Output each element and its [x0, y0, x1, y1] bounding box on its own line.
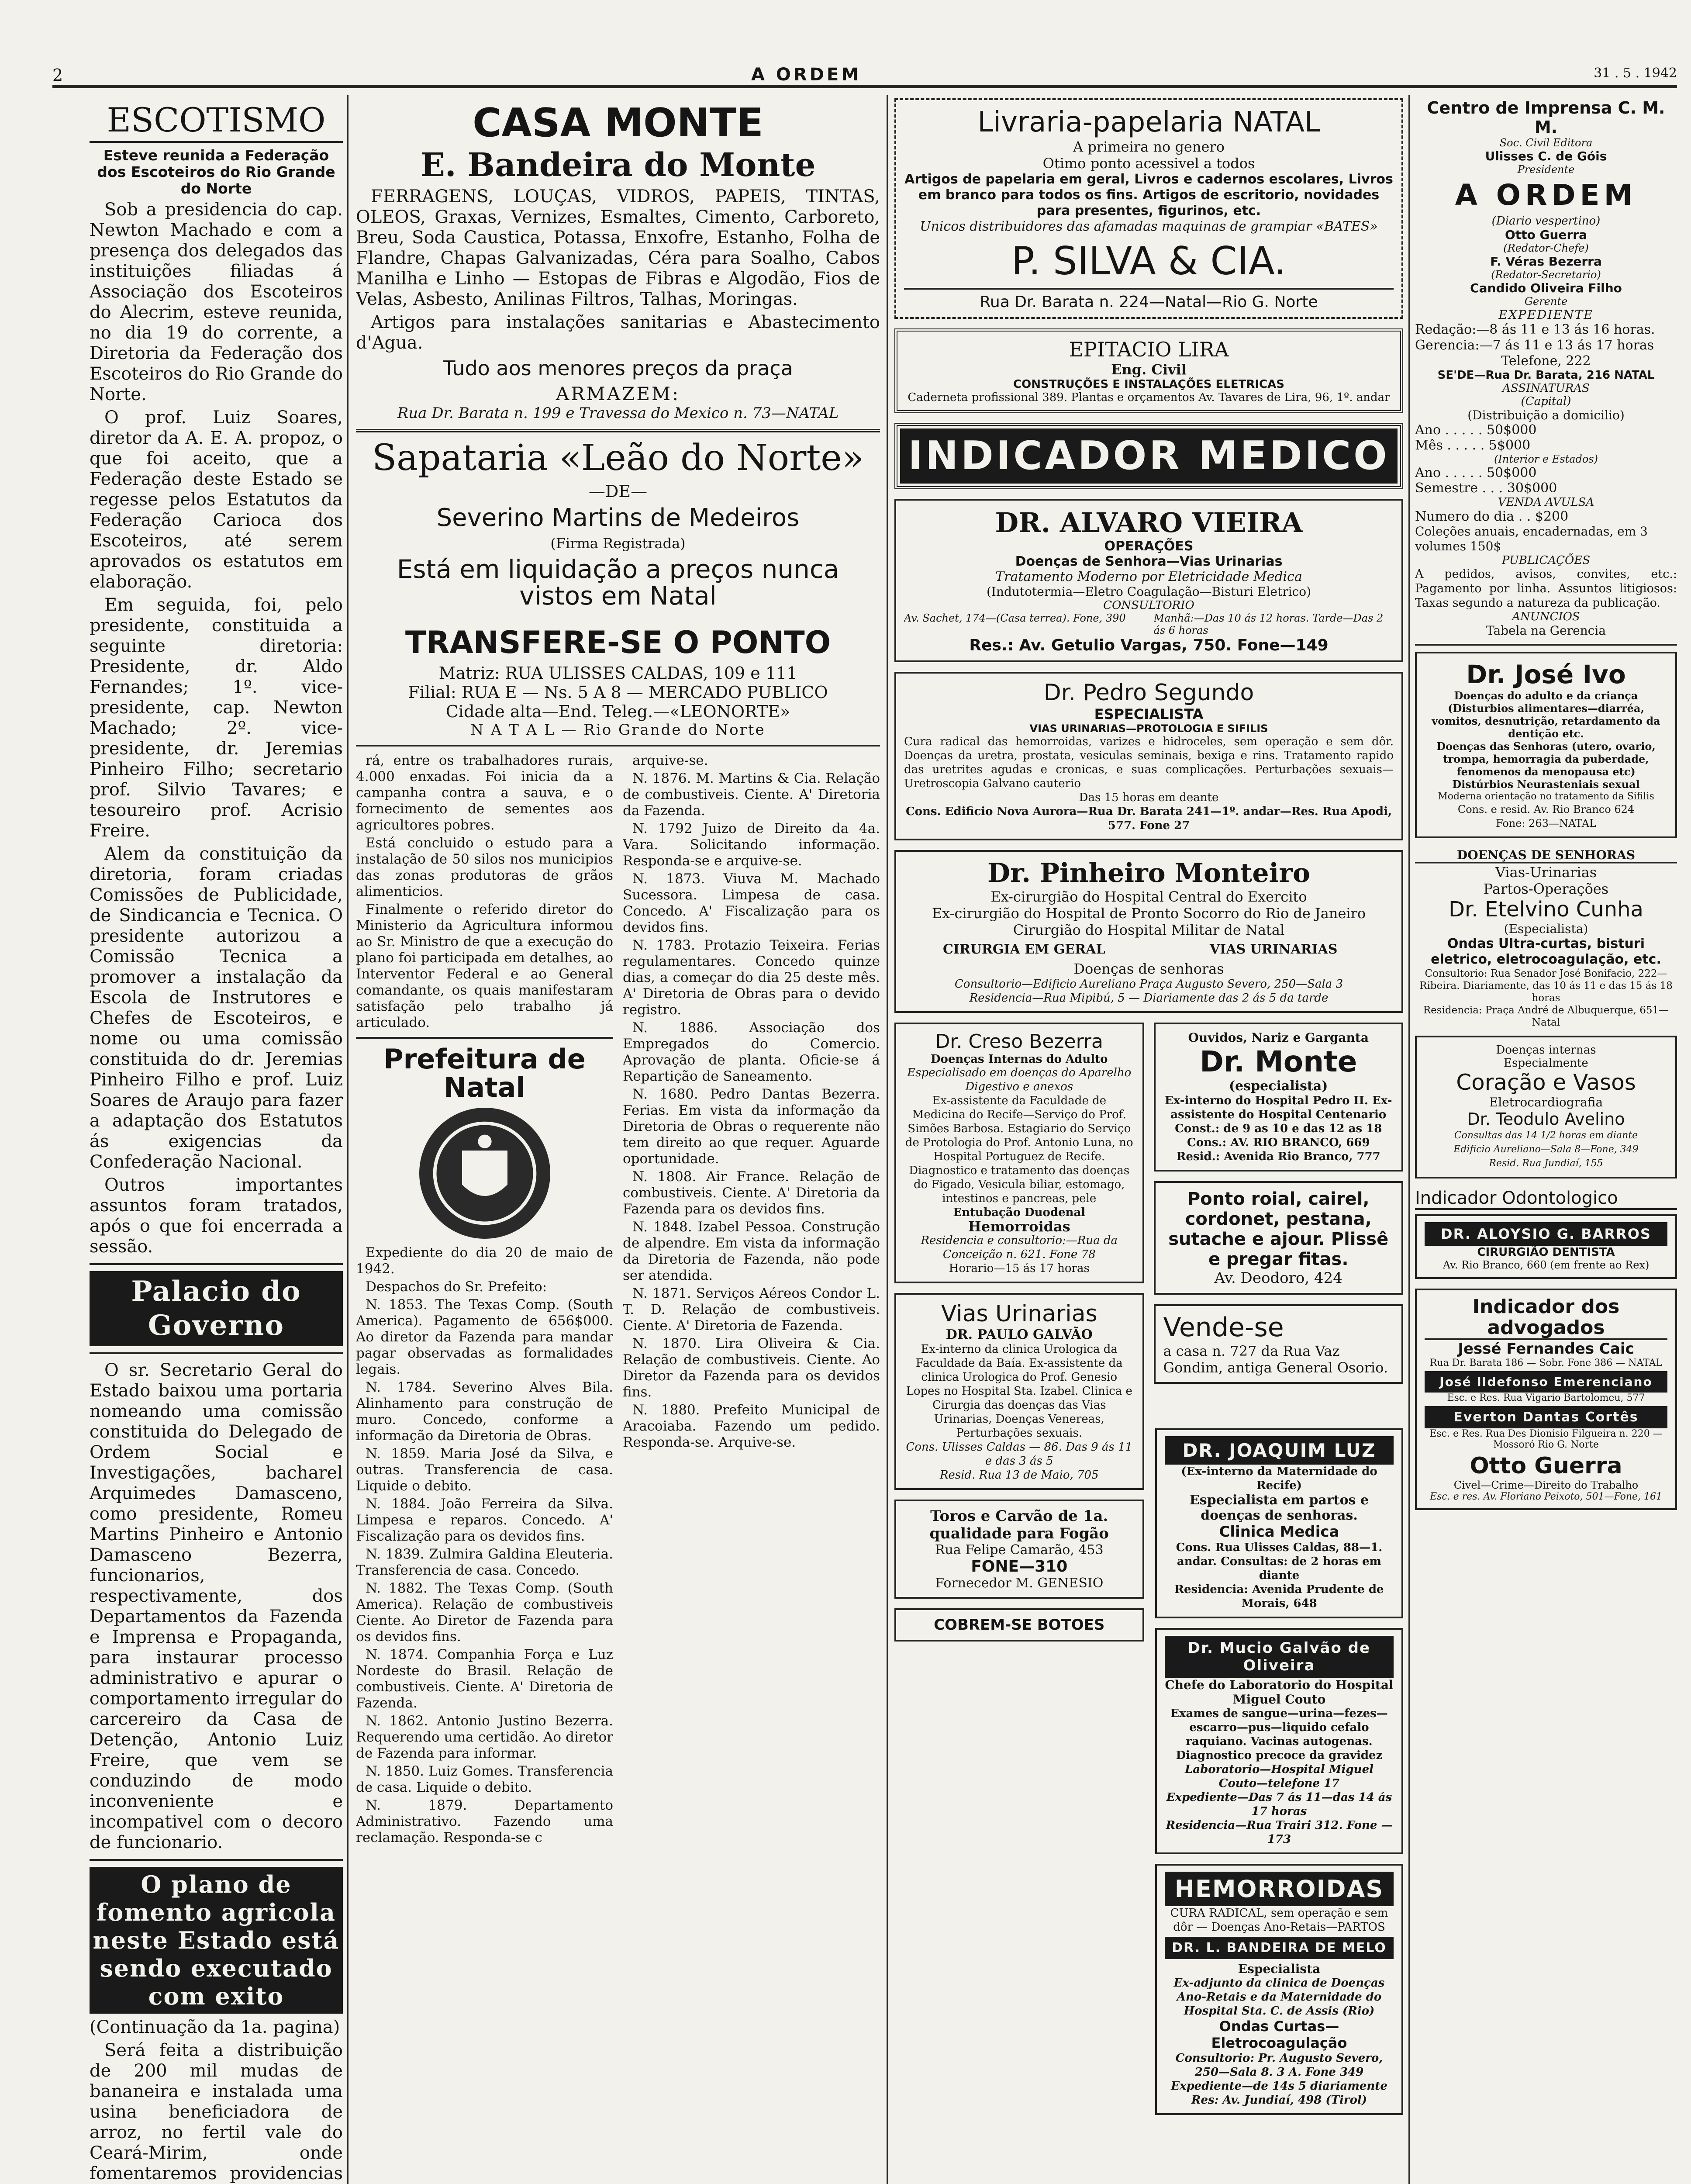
ad-vende-title: Vende-se: [1163, 1312, 1284, 1343]
column-medical-ads-right: [1155, 1428, 1403, 2184]
ad-pinheiro-line: Doenças de senhoras: [1073, 961, 1224, 977]
expediente-item: Expediente do dia 20 de maio de 1942.: [356, 1244, 613, 1277]
ad-ds-line: Vias-Urinarias: [1495, 864, 1597, 881]
ad-toros-line: FONE—310: [971, 1558, 1068, 1576]
ad-monte-line: Const.: de 9 as 10 e das 12 as 18: [1175, 1122, 1382, 1135]
ad-transfere-title: TRANSFERE-SE O PONTO: [405, 625, 831, 661]
ad-alvaro-line: CONSULTORIO: [1103, 599, 1194, 612]
ad-cv-line: Especialmente: [1504, 1057, 1588, 1070]
expediente-item: N. 1874. Companhia Força e Luz Nordeste do Brasil. Relação de combustiveis. Ciente. A' Diretoria de Fazenda.: [356, 1646, 613, 1711]
expediente-line: Ano . . . . . 50$000: [1415, 422, 1537, 438]
ad-ds-line: Consultorio: Rua Senador José Bonifacio, 222—Ribeira. Diariamente, das 10 ás 11 e das 15 ás 18 horas: [1419, 968, 1673, 1004]
article-paragraph: Em seguida, foi, pelo presidente, constituida a seguinte diretoria: Presidente, dr. Aldo Fernandes; 1º. vice-presidente, cap. Newton Machado; 2º. vice-presidente, dr. Jeremias Pinheiro Filho; secretario prof. Silvio Tavares; e tesoureiro prof. Acrisio Freire.: [90, 594, 343, 841]
indicador-medico-title: INDICADOR MEDICO: [900, 429, 1398, 484]
ad-monte-line: Ex-interno do Hospital Pedro II. Ex-assistente do Hospital Centenario: [1164, 1094, 1392, 1121]
ad-pinheiro-line: Residencia—Rua Mipibú, 5 — Diariamente das 2 ás 5 da tarde: [969, 992, 1329, 1005]
ad-hemorroidas-line: Ex-adjunto da clinica de Doenças Ano-Retais e da Maternidade do Hospital Sta. C. de Assis (Rio): [1173, 1977, 1385, 2018]
ad-toros-line: Toros e Carvão de 1a. qualidade para Fogão: [929, 1507, 1109, 1542]
expediente-item: N. 1876. M. Martins & Cia. Relação de combustiveis. Ciente. A' Diretoria da Fazenda.: [623, 770, 880, 819]
indicador-advogados: [1415, 1289, 1677, 1510]
subcolumn-right: [623, 753, 880, 1848]
ad-mucio-line: Exames de sangue—urina—fezes—escarro—pus—liquido cefalo raquiano. Vacinas autogenas. Diagnostico precoce da gravidez: [1170, 1707, 1388, 1762]
ad-vias-urinarias: [894, 1293, 1144, 1490]
expediente-line: PUBLICAÇÕES: [1501, 554, 1591, 567]
ad-transfere-line: N A T A L — Rio Grande do Norte: [470, 721, 766, 739]
ad-casa-monte-body: FERRAGENS, LOUÇAS, VIDROS, PAPEIS, TINTAS, OLEOS, Graxas, Vernizes, Esmaltes, Cimento, Carboreto, Breu, Soda Caustica, Potassa, Enxofre, Estanho, Folha de Flandre, Chapas Galvanizadas, Céra para Soalho, Cabos Manilha e Linho — Estopas de Fibras e Algodão, Fios de Velas, Asbesto, Anilinas Filtros, Talhas, Moringas.: [356, 187, 880, 310]
article-title-escotismo: ESCOTISMO: [90, 103, 343, 143]
ad-creso-bezerra: [894, 1023, 1144, 1283]
ad-cv-line: Consultas das 14 1/2 horas em diante: [1454, 1130, 1638, 1141]
article-paragraph: Finalmente o referido diretor do Ministerio da Agricultura informou ao Sr. Ministro de que a execução do plano foi participada em detalhes, ao Interventor Federal e ao General comandante, os quais manifestaram satisfação pelo trabalho já articulado.: [356, 901, 613, 1030]
expediente-line: F. Véras Bezerra: [1490, 254, 1602, 269]
expediente-item: N. 1862. Antonio Justino Bezerra. Requerendo uma certidão. Ao diretor de Fazenda para informar.: [356, 1713, 613, 1761]
expediente-item: N. 1870. Lira Oliveira & Cia. Relação de combustiveis. Ciente. Ao Diretor da Fazenda para os devidos fins.: [623, 1335, 880, 1400]
advogado-line: Civel—Crime—Direito do Trabalho: [1453, 1479, 1639, 1492]
ad-alvaro-line: Av. Sachet, 174—(Casa terrea). Fone, 390: [904, 612, 1126, 624]
ad-hemorroidas: [1155, 1864, 1403, 2115]
ad-sapataria-body: Está em liquidação a preços nunca vistos em Natal: [397, 554, 839, 611]
ad-alvaro-line: Doenças de Senhora—Vias Urinarias: [1015, 554, 1283, 569]
ad-mucio-line: Residencia—Rua Trairi 312. Fone — 173: [1166, 1819, 1393, 1846]
ad-ponto-roial: [1154, 1181, 1404, 1295]
ad-creso-line: Entubação Duodenal: [953, 1206, 1086, 1219]
ad-pedro-line: Cons. Edificio Nova Aurora—Rua Dr. Barata 241—1º. andar—Res. Rua Apodi, 577. Fone 27: [905, 805, 1392, 832]
expediente-line: (Redator-Secretario): [1491, 269, 1601, 281]
ad-casa-monte-tagline: Tudo aos menores preços da praça: [443, 356, 793, 380]
advogado-name: Everton Dantas Cortês: [1425, 1406, 1667, 1428]
expediente-line: Gerente: [1524, 295, 1568, 308]
column-escotismo: [90, 98, 343, 2184]
ad-epitacio-sub: Eng. Civil: [1111, 361, 1187, 378]
ad-pedro-line: Das 15 horas em deante: [1079, 791, 1219, 804]
ad-vias-line: Cons. Ulisses Caldas — 86. Das 9 ás 11 e das 3 ás 5: [906, 1441, 1133, 1468]
ad-jose-ivo-line: Distúrbios Neurasteniais sexual: [1452, 778, 1640, 791]
ad-mucio-line: Expediente—Das 7 ás 11—das 14 ás 17 horas: [1166, 1791, 1392, 1818]
ad-sapataria-title: Sapataria «Leão do Norte»: [372, 437, 864, 479]
advogado-address: Esc. e Res. Rua Vigario Bartolomeu, 577: [1447, 1393, 1645, 1404]
ad-pinheiro-line: Ex-cirurgião do Hospital Central do Exercito: [990, 888, 1307, 905]
expediente-line: Numero do dia . . $200: [1415, 509, 1569, 525]
expediente-line: Otto Guerra: [1505, 228, 1587, 242]
ad-alvaro-line: Manhã:—Das 10 ás 12 horas. Tarde—Das 2 ás 6 horas: [1153, 612, 1384, 636]
ad-hemorroidas-line: Especialista: [1238, 1962, 1321, 1976]
ad-coracao-vasos: [1415, 1036, 1677, 1178]
expediente-item: N. 1680. Pedro Dantas Bezerra. Ferias. Em vista da informação da Diretoria de Obras o requerente não tem direito ao que requer. Aguarde oportunidade.: [623, 1086, 880, 1167]
ad-aloysio-line: Av. Rio Branco, 660 (em frente ao Rex): [1443, 1259, 1650, 1272]
ad-livraria-title: Livraria-papelaria NATAL: [977, 106, 1320, 138]
ad-alvaro-line: Res.: Av. Getulio Vargas, 750. Fone—149: [969, 636, 1329, 654]
ad-joaquim-line: Clinica Medica: [1219, 1523, 1339, 1541]
ad-pedro-line: ESPECIALISTA: [1094, 706, 1204, 722]
column-expediente: [1415, 98, 1677, 2184]
column-rule: [1408, 95, 1410, 2184]
expediente-line: SE'DE—Rua Dr. Barata, 216 NATAL: [1437, 369, 1655, 382]
expediente-item: N. 1871. Serviços Aéreos Condor L. T. D. Relação de combustiveis. Ciente. A' Diretoria de Fazenda.: [623, 1285, 880, 1334]
expediente-masthead: A ORDEM: [1455, 178, 1637, 212]
ad-pedro-line: Cura radical das hemorroidas, varizes e hidroceles, sem operação e sem dôr. Doenças da uretra, prostata, vesiculas seminais, bexiga e rins. Tratamento rapido das uretrites agudas e cronicas, e suas complicações. Perturbações sexuais—Uretroscopia Galvano cauterio: [904, 735, 1394, 790]
ad-alvaro-title: DR. ALVARO VIEIRA: [995, 507, 1303, 539]
article-paragraph: rá, entre os trabalhadores rurais, 4.000 enxadas. Foi inicia da a campanha contra a sauva, e o fornecimento de sementes aos agricultores pobres.: [356, 752, 613, 833]
ad-jose-ivo-line: Fone: 263—NATAL: [1496, 817, 1596, 830]
advogado-name: José Ildefonso Emerenciano: [1425, 1371, 1667, 1393]
expediente-item: N. 1884. João Ferreira da Silva. Limpesa e reparos. Concedo. A' Fiscalização para os devidos fins.: [356, 1496, 613, 1544]
column-ads-prefeitura: [356, 98, 880, 2184]
ad-creso-line: Especialisado em doenças do Aparelho Digestivo e anexos: [907, 1066, 1132, 1093]
ad-creso-line: Ex-assistente da Faculdade de Medicina do Recife—Serviço do Prof. Simões Barbosa. Estagiario do Serviço de Protologia do Prof. Antonio Luna, no Hospital Portuguez de Recife.: [905, 1094, 1133, 1163]
ad-casa-monte-title: CASA MONTE: [473, 100, 763, 146]
ad-cobrem-title: COBREM-SE BOTOES: [934, 1616, 1105, 1634]
ad-creso-line: Horario—15 ás 17 horas: [949, 1262, 1090, 1275]
ad-aloysio-line: CIRURGIÃO DENTISTA: [1477, 1246, 1615, 1259]
continuation-note: (Continuação da 1a. pagina): [90, 2017, 340, 2037]
ad-vias-line: Resid. Rua 13 de Maio, 705: [939, 1469, 1099, 1482]
ad-cv-title: Coração e Vasos: [1456, 1070, 1636, 1095]
ad-creso-line: Residencia e consultorio:—Rua da Conceição n. 621. Fone 78: [921, 1234, 1118, 1261]
ci-line: Presidente: [1517, 163, 1575, 176]
subcolumn-left: [356, 753, 613, 1848]
ad-casa-monte-address: Rua Dr. Barata n. 199 e Travessa do Mexico n. 73—NATAL: [397, 404, 839, 422]
ad-alvaro-line: Tratamento Moderno por Eletricidade Medica: [995, 569, 1302, 584]
advogado-address: Rua Dr. Barata 186 — Sobr. Fone 386 — NATAL: [1429, 1358, 1663, 1369]
ad-toros-line: Rua Felipe Camarão, 453: [935, 1542, 1104, 1558]
ad-pinheiro-line: CIRURGIA EM GERAL: [942, 942, 1105, 957]
ad-cobrem-botoes: [894, 1608, 1144, 1641]
ad-livraria-line: Otimo ponto acessivel a todos: [1042, 155, 1255, 172]
ad-alvaro-line: OPERAÇÕES: [1104, 539, 1194, 554]
ad-dr-monte: [1154, 1023, 1404, 1171]
article-paragraph: O sr. Secretario Geral do Estado baixou uma portaria nomeando uma comissão constituida do Delegado de Ordem Social e Investigações, bacharel Arquimedes Damasceno, como presidente, Romeu Martins Pinheiro e Antonio Damasceno Bezerra, funcionarios, respectivamente, dos Departamentos da Fazenda e Imprensa e Propaganda, para instaurar processo administrativo e apurar o comportamento irregular do carcereiro da Casa de Detenção, Antonio Luiz Freire, que vem se conduzindo de modo inconveniente e incompativel com o decoro de funcionario.: [90, 1360, 343, 1852]
ci-title: Centro de Imprensa C. M. M.: [1427, 98, 1665, 137]
ad-cv-line: Resid. Rua Jundiaí, 155: [1489, 1158, 1603, 1169]
ad-pinheiro-line: Ex-cirurgião do Hospital de Pronto Socorro do Rio de Janeiro: [932, 905, 1366, 922]
expediente-line: Mês . . . . . 5$000: [1415, 438, 1531, 453]
expediente-line: (Capital): [1521, 395, 1571, 408]
page-header: [52, 66, 1677, 88]
ci-line: Soc. Civil Editora: [1499, 137, 1593, 149]
ad-hemorroidas-line: CURA RADICAL, sem operação e sem dôr — Doenças Ano-Retais—PARTOS: [1170, 1907, 1388, 1934]
ad-jose-ivo-line: Doenças das Senhoras (utero, ovario, trompa, hemorragia da puberdade, fenomenos da menopausa etc): [1436, 740, 1656, 778]
ad-ds-line: Partos-Operações: [1483, 881, 1609, 898]
expediente-item: N. 1859. Maria José da Silva, e outras. Transferencia de casa. Liquide o debito.: [356, 1445, 613, 1494]
expediente-line: ANUNCIOS: [1512, 610, 1580, 624]
ad-livraria-line: Artigos de papelaria em geral, Livros e cadernos escolares, Livros em branco para todos os fins. Artigos de escritorio, novidades para presentes, figurinos, etc.: [904, 172, 1393, 218]
ad-mucio-line: Laboratorio—Hospital Miguel Couto—telefone 17: [1184, 1763, 1374, 1790]
header-date: 31 . 5 . 1942: [1594, 66, 1677, 81]
ad-pinheiro-line: VIAS URINARIAS: [1210, 942, 1338, 957]
ad-jose-ivo: [1415, 652, 1677, 838]
article-paragraph: Alem da constituição da diretoria, foram criadas Comissões de Publicidade, de Sindicancia e Tecnica. O presidente autorizou a Comissão Tecnica a promover a instalação da Escola de Instrutores e Chefes de Escoteiros, e nome ou uma comissão constituida do dr. Jeremias Pinheiro Filho e prof. Luiz Soares de Araujo para fazer a adaptação dos Estatutos ás exigencias da Confederação Nacional.: [90, 843, 343, 1172]
ad-hemorroidas-line: Consultorio: Pr. Augusto Severo, 250—Sala 8. 3 A. Fone 349: [1175, 2052, 1383, 2079]
ad-joaquim-line: Residencia: Avenida Prudente de Morais, 648: [1174, 1583, 1384, 1610]
article-subtitle-escotismo: Esteve reunida a Federação dos Escoteiros do Rio Grande do Norte: [97, 146, 335, 197]
ad-creso-line: Diagnostico e tratamento das doenças do Figado, Vesicula biliar, estomago, intestinos e pancreas, pele: [909, 1164, 1130, 1205]
expediente-line: (Diario vespertino): [1491, 214, 1601, 228]
ad-epitacio-line: Caderneta profissional 389. Plantas e orçamentos Av. Tavares de Lira, 96, 1º. andar: [908, 391, 1390, 404]
ad-pinheiro-title: Dr. Pinheiro Monteiro: [987, 858, 1310, 888]
ad-casa-monte-armazem: ARMAZEM:: [556, 383, 680, 405]
ad-vende-body: a casa n. 727 da Rua Vaz Gondim, antiga General Osorio.: [1163, 1343, 1388, 1376]
ad-ds-line: Residencia: Praça André de Albuquerque, 651—Natal: [1423, 1005, 1669, 1029]
article-title-fomento: O plano de fomento agricola neste Estado está sendo executado com exito: [90, 1867, 343, 2014]
ad-joaquim-line: Especialista em partos e doenças de senhoras.: [1189, 1493, 1369, 1523]
ad-transfere-line: Cidade alta—End. Teleg.—«LEONORTE»: [445, 702, 790, 721]
expediente-item: N. 1886. Associação dos Empregados do Comercio. Aprovação de planta. Oficie-se á Repartição de Saneamento.: [623, 1019, 880, 1084]
ad-livraria-line: A primeira no genero: [1073, 138, 1225, 155]
ad-epitacio-title: EPITACIO LIRA: [1069, 338, 1229, 361]
expediente-line: (Redator-Chefe): [1503, 242, 1589, 255]
column-rule: [347, 95, 349, 2184]
ad-livraria-owner: P. SILVA & CIA.: [1011, 238, 1287, 283]
expediente-item: N. 1792 Juizo de Direito da 4a. Vara. Solicitando informação. Responda-se e arquive-se.: [623, 820, 880, 869]
indicador-advogados-title: Indicador dos advogados: [1425, 1296, 1667, 1340]
ad-pinheiro-line: Cirurgião do Hospital Militar de Natal: [1013, 922, 1285, 938]
ad-pedro-title: Dr. Pedro Segundo: [1043, 680, 1254, 706]
advogado-address: Esc. e res. Av. Floriano Peixoto, 501—Fone, 161: [1430, 1491, 1662, 1503]
ad-ponto-title: Ponto roial, cairel, cordonet, pestana, sutache e ajour. Plissê e pregar fitas.: [1168, 1189, 1389, 1269]
ad-vias-line: Ex-interno da clinica Urologica da Faculdade da Baía. Ex-assistente da clinica Urologica do Prof. Genesio Lopes no Hospital Sta. Izabel. Clinica e Cirurgia das doenças das Vias Urinarias, Doenças Venereas, Perturbações sexuais.: [906, 1343, 1132, 1440]
ad-alvaro-line: (Indutotermia—Eletro Coagulação—Bisturi Eletrico): [986, 584, 1311, 599]
ad-pinheiro-line: Consultorio—Edificio Aureliano Praça Augusto Severo, 250—Sala 3: [954, 978, 1343, 991]
expediente-item: Despachos do Sr. Prefeito:: [366, 1279, 547, 1295]
ad-cv-doctor: Dr. Teodulo Avelino: [1467, 1109, 1625, 1129]
section-title-prefeitura: Prefeitura de Natal: [383, 1043, 586, 1103]
expediente-item: N. 1784. Severino Alves Bila. Alinhamento para construção de muro. Concedo, conforme a informação da Diretoria de Obras.: [356, 1379, 613, 1444]
ad-epitacio-line: CONSTRUÇÕES E INSTALAÇÕES ELETRICAS: [1013, 378, 1284, 391]
ad-vias-title: Vias Urinarias: [941, 1301, 1097, 1327]
ad-vias-line: DR. PAULO GALVÃO: [946, 1327, 1093, 1342]
expediente-item: N. 1882. The Texas Comp. (South America). Relação de combustiveis Ciente. Ao Diretor de Fazenda para os devidos fins.: [356, 1580, 613, 1645]
expediente-line: ASSINATURAS: [1502, 382, 1590, 395]
ad-joaquim-line: Cons. Rua Ulisses Caldas, 88—1. andar. Consultas: de 2 horas em diante: [1176, 1541, 1383, 1582]
expediente-line: (Distribuição a domicilio): [1467, 408, 1625, 423]
ad-ponto-address: Av. Deodoro, 424: [1214, 1269, 1342, 1287]
advogado-name: Jessé Fernandes Caic: [1458, 1340, 1634, 1358]
expediente-item: N. 1879. Departamento Administrativo. Fazendo uma reclamação. Responda-se c: [356, 1797, 613, 1845]
ad-monte-line: Ouvidos, Nariz e Garganta: [1188, 1030, 1369, 1045]
ad-hemorroidas-line: Res: Av. Jundiaí, 498 (Tirol): [1191, 2094, 1367, 2107]
ad-epitacio: [894, 328, 1403, 413]
ad-toros-carvao: [894, 1500, 1144, 1599]
expediente-item: N. 1873. Viuva M. Machado Sucessora. Limpesa de casa. Concedo. A' Fiscalização para os devidos fins.: [623, 871, 880, 935]
ad-joaquim-line: (Ex-interno da Maternidade do Recife): [1181, 1465, 1377, 1492]
expediente-line: (Interior e Estados): [1494, 453, 1598, 466]
ad-monte-line: (especialista): [1229, 1078, 1328, 1094]
expediente-line: Ano . . . . . 50$000: [1415, 465, 1537, 481]
ad-jose-ivo-line: Doenças do adulto e da criança (Disturbios alimentares—diarréa, vomitos, desnutrição, retardamento da dentição etc.: [1432, 689, 1660, 740]
article-paragraph: Será feita a distribuição de 200 mil mudas de bananeira e instalada uma usina beneficiadora de arroz, no fertil vale do Ceará-Mirim, onde fomentaremos providencias: [90, 2040, 343, 2184]
expediente-line: Candido Oliveira Filho: [1470, 281, 1622, 296]
indicador-odontologico-title: Indicador Odontologico: [1415, 1188, 1677, 1210]
ad-casa-monte-body2: Artigos para instalações sanitarias e Abastecimento d'Agua.: [356, 312, 880, 353]
ad-toros-line: Fornecedor M. GENESIO: [935, 1576, 1104, 1591]
ad-pedro-line: VIAS URINARIAS—PROTOLOGIA E SIFILIS: [1029, 722, 1268, 735]
ci-line: Ulisses C. de Góis: [1485, 149, 1607, 163]
ad-livraria: [894, 98, 1403, 319]
expediente-line: Tabela na Gerencia: [1486, 623, 1606, 638]
article-title-palacio: Palacio do Governo: [90, 1271, 343, 1346]
ad-pinheiro-monteiro: [894, 850, 1403, 1013]
seal-icon: [428, 1116, 542, 1230]
article-paragraph: Sob a presidencia do cap. Newton Machado e com a presença dos delegados das instituições filiadas á Associação dos Escoteiros do Alecrim, esteve reunida, no dia 19 do corrente, a Diretoria da Federação dos Escoteiros do Rio Grande do Norte.: [90, 199, 343, 404]
ad-jose-ivo-line: Cons. e resid. Av. Rio Branco 624: [1457, 803, 1635, 816]
ad-doencas-senhoras: [1415, 848, 1677, 1029]
expediente-line: Semestre . . . 30$000: [1415, 480, 1557, 496]
expediente-line: A pedidos, avisos, convites, etc.: Pagamento por linha. Assuntos litigiosos: Taxas segundo a natureza da publicação.: [1415, 567, 1677, 610]
ad-ds-line: (Especialista): [1504, 922, 1588, 936]
expediente-line: Coleções anuais, encadernadas, em 3 volumes 150$: [1415, 524, 1648, 554]
article-paragraph: Outros importantes assuntos foram tratados, após o que foi encerrada a sessão.: [90, 1175, 343, 1257]
ad-hemorroidas-line: Expediente—de 14s 5 diariamente: [1171, 2080, 1387, 2093]
ad-ds-doctor: Dr. Etelvino Cunha: [1449, 897, 1643, 922]
ad-aloysio-barros: [1415, 1214, 1677, 1279]
page-number: 2: [52, 66, 63, 85]
column-rule: [887, 95, 888, 2184]
article-paragraph: O prof. Luiz Soares, diretor da A. E. A. propoz, o que foi aceito, que a Federação deste Estado se regesse pelos Estatutos da Federação Carioca dos Escoteiros, até serem aprovados os estatutos em elaboração.: [90, 407, 343, 592]
ad-creso-title: Dr. Creso Bezerra: [935, 1030, 1103, 1053]
ad-joaquim-luz: [1155, 1428, 1403, 1618]
expediente-item: N. 1783. Protazio Teixeira. Ferias regulamentares. Concedo quinze dias, a começar do dia 25 deste mês. A' Diretoria de Obras para o devido registro.: [623, 937, 880, 1018]
advogado-name: Otto Guerra: [1470, 1453, 1622, 1479]
ad-livraria-line: Unicos distribuidores das afamadas maquinas de grampiar «BATES»: [920, 219, 1378, 234]
ad-mucio-galvao: [1155, 1628, 1403, 1854]
expediente-item: N. 1850. Luiz Gomes. Transferencia de casa. Liquide o debito.: [356, 1763, 613, 1795]
ad-sapataria-de: —DE—: [588, 481, 648, 501]
ad-hemorroidas-doctor: DR. L. BANDEIRA DE MELO: [1165, 1937, 1394, 1959]
expediente-item: N. 1853. The Texas Comp. (South America). Pagamento de 656$000. Ao diretor da Fazenda para mandar pagar observadas as formalidades legais.: [356, 1296, 613, 1377]
masthead-title: A ORDEM: [751, 65, 862, 85]
expediente-item: N. 1839. Zulmira Galdina Eleuteria. Transferencia de casa. Concedo.: [356, 1546, 613, 1578]
ad-transfere-line: Filial: RUA E — Ns. 5 A 8 — MERCADO PUBLICO: [408, 682, 828, 702]
ad-casa-monte-owner: E. Bandeira do Monte: [420, 146, 816, 184]
expediente-line: VENDA AVULSA: [1498, 496, 1594, 509]
ad-ds-title: DOENÇAS DE SENHORAS: [1415, 848, 1677, 864]
ad-jose-ivo-title: Dr. José Ivo: [1466, 660, 1626, 690]
expediente-line: Telefone, 222: [1501, 353, 1591, 369]
ad-monte-line: Resid.: Avenida Rio Branco, 777: [1176, 1150, 1380, 1163]
ad-jose-ivo-line: Moderna orientação no tratamento da Sifilis: [1438, 791, 1654, 802]
ad-ds-line: Ondas Ultra-curtas, bisturi eletrico, eletrocoagulação, etc.: [1431, 936, 1661, 968]
expediente-item: N. 1808. Air France. Relação de combustiveis. Ciente. A' Diretoria da Fazenda para os devidos fins.: [623, 1168, 880, 1217]
ad-aloysio-title: DR. ALOYSIO G. BARROS: [1425, 1222, 1667, 1246]
ad-creso-line: Hemorroidas: [968, 1218, 1070, 1235]
ad-mucio-title: Dr. Mucio Galvão de Oliveira: [1165, 1636, 1394, 1678]
ad-cv-line: Edificio Aureliano—Sala 8—Fone, 349: [1453, 1144, 1639, 1155]
article-paragraph: Está concluido o estudo para a instalação de 50 silos nos municipios das zonas produtoras de grãos alimenticios.: [356, 835, 613, 899]
ad-joaquim-title: DR. JOAQUIM LUZ: [1165, 1436, 1394, 1465]
expediente-item: N. 1848. Izabel Pessoa. Construção de alpendre. Em vista da informação da Diretoria de Fazenda, não pode ser atendida.: [623, 1219, 880, 1283]
ad-mucio-line: Chefe do Laboratorio do Hospital Miguel Couto: [1165, 1678, 1394, 1707]
expediente-item: arquive-se.: [632, 752, 708, 768]
expediente-item: N. 1880. Prefeito Municipal de Aracoiaba. Fazendo um pedido. Responda-se. Arquive-se.: [623, 1402, 880, 1450]
expediente-line: EXPEDIENTE: [1498, 308, 1594, 322]
ad-creso-line: Doenças Internas do Adulto: [930, 1053, 1108, 1066]
expediente-line: Redação:—8 ás 11 e 13 ás 16 horas.: [1415, 322, 1655, 338]
ad-pedro-segundo: [894, 672, 1403, 840]
ad-sapataria-firma: (Firma Registrada): [550, 535, 686, 552]
ad-hemorroidas-line: Ondas Curtas—Eletrocoagulação: [1211, 2018, 1347, 2051]
advogado-address: Esc. e Res. Rua Des Dionisio Filgueira n. 220 — Mossoró Rio G. Norte: [1429, 1428, 1663, 1451]
ad-hemorroidas-title: HEMORROIDAS: [1165, 1872, 1394, 1906]
ad-vende-se: [1154, 1304, 1404, 1384]
ad-cv-line: Eletrocardiografia: [1489, 1095, 1603, 1110]
ad-alvaro-vieira: [894, 499, 1403, 662]
coat-of-arms-seal: [419, 1108, 550, 1239]
expediente-line: Gerencia:—7 ás 11 e 13 ás 17 horas: [1415, 338, 1654, 353]
indicador-medico-banner: [894, 423, 1403, 489]
ad-monte-title: Dr. Monte: [1200, 1045, 1357, 1078]
ad-sapataria-owner: Severino Martins de Medeiros: [436, 503, 800, 532]
ad-transfere-line: Matriz: RUA ULISSES CALDAS, 109 e 111: [438, 663, 797, 683]
ad-cv-line: Doenças internas: [1496, 1044, 1596, 1057]
ad-monte-line: Cons.: AV. RIO BRANCO, 669: [1187, 1136, 1370, 1149]
ad-livraria-address: Rua Dr. Barata n. 224—Natal—Rio G. Norte: [904, 288, 1394, 311]
